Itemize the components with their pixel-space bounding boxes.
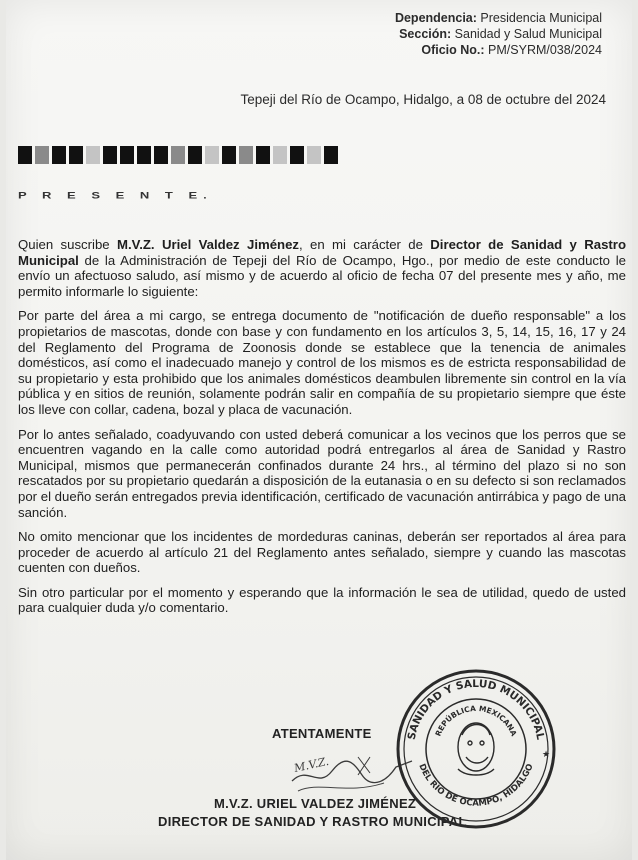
redaction-block xyxy=(137,146,151,164)
redaction-block xyxy=(324,146,338,164)
salutation: P R E S E N T E. xyxy=(18,190,213,201)
redaction-block xyxy=(18,146,32,164)
letter-body xyxy=(18,237,626,625)
paragraph-procedure: Por lo antes señalado, coadyuvando con usted deberá comunicar a los vecinos que los perros que se encuentren vagando en la calle como autoridad podrá entregarlos al área de Sanidad y Rastro Municipal, mismos que permanecerán confinados durante 24 hrs., al término del plazo si no son rescatados por su propietario quedarán a disposición de la eutanasia o en su defecto si son reclamados por el dueño serán entregados previa identificación, certificado de vacunación antirrábica y pago de una sanción. xyxy=(18,426,626,520)
dependencia-value: Presidencia Municipal xyxy=(480,11,602,25)
oficio-value: PM/SYRM/038/2024 xyxy=(488,43,602,57)
paragraph-bites: No omito mencionar que los incidentes de mordeduras caninas, deberán ser reportados al área para proceder de acuerdo al artículo 21 del Reglamento antes señalado, siempre y cuando las mascotas cuenten con dueños. xyxy=(18,529,626,576)
redaction-block xyxy=(69,146,83,164)
redaction-block xyxy=(256,146,270,164)
paragraph-intro xyxy=(18,237,626,299)
dependencia-line xyxy=(395,10,602,26)
signer-name: M.V.Z. URIEL VALDEZ JIMÉNEZ xyxy=(214,796,417,811)
document-page xyxy=(6,0,632,860)
intro-text-e: de la Administración de Tepeji del Río de Ocampo, Hgo., por medio de este conducto le envío un afectuoso saludo, así mismo y de acuerdo al oficio de fecha 07 del presente mes y año, me permito informarle lo siguiente: xyxy=(18,252,626,299)
seccion-label: Sección: xyxy=(399,27,452,41)
official-seal xyxy=(392,665,560,833)
paragraph-closing: Sin otro particular por el momento y esperando que la información le sea de utilidad, quedo de usted para cualquier duda y/o comentario. xyxy=(18,584,626,616)
redaction-block xyxy=(86,146,100,164)
redaction-block xyxy=(188,146,202,164)
seccion-line xyxy=(395,26,602,42)
redaction-block xyxy=(52,146,66,164)
signer-title: DIRECTOR DE SANIDAD Y RASTRO MUNICIPAL xyxy=(158,814,467,829)
seal-star-icon: ★ xyxy=(542,749,551,759)
seccion-value: Sanidad y Salud Municipal xyxy=(454,27,602,41)
intro-text-a: Quien suscribe xyxy=(18,237,117,252)
redaction-block xyxy=(171,146,185,164)
paragraph-regulation: Por parte del área a mi cargo, se entrega documento de "notificación de dueño responsable" a los propietarios de mascotas, donde con base y con fundamento en los artículos 3, 5, 14, 15, 16, 17 y 24 del Reglamento del Programa de Zoonosis donde se establece que la tenencia de animales domésticos, así como el inadecuado manejo y control de los mismos es de estricta responsabilidad de su propietario y esta prohibido que los animales domésticos deambulen libremente sin control en la vía pública y en sitios de reunión, solamente podrán salir en compañía de su propietario siempre que éste los lleve con collar, cadena, bozal y placa de vacunación. xyxy=(18,308,626,417)
redaction-block xyxy=(103,146,117,164)
redaction-block xyxy=(273,146,287,164)
redaction-block xyxy=(154,146,168,164)
signer-name-inline: M.V.Z. Uriel Valdez Jiménez xyxy=(116,237,300,252)
intro-text-c: , en mi carácter de xyxy=(299,237,431,252)
redaction-block xyxy=(307,146,321,164)
seal-emblem-icon xyxy=(458,723,494,775)
signature-initials: M.V.Z. xyxy=(292,754,331,775)
redaction-block xyxy=(205,146,219,164)
seal-outer-text: SANIDAD Y SALUD MUNICIPAL xyxy=(405,677,547,741)
redaction-block xyxy=(222,146,236,164)
redaction-block xyxy=(120,146,134,164)
oficio-line xyxy=(395,42,602,58)
redacted-recipient xyxy=(18,146,338,164)
closing-word: ATENTAMENTE xyxy=(272,726,372,741)
redaction-block xyxy=(290,146,304,164)
letterhead-info xyxy=(395,10,602,58)
oficio-label: Oficio No.: xyxy=(421,43,485,57)
signer-position-inline: Director de Sanidad y Rastro Municipal xyxy=(18,237,626,268)
date-line: Tepeji del Río de Ocampo, Hidalgo, a 08 de octubre del 2024 xyxy=(240,92,606,107)
seal-inner-text: REPÚBLICA MEXICANA xyxy=(433,703,519,738)
seal-bottom-text: DEL RÍO DE OCAMPO, HIDALGO xyxy=(416,762,536,809)
redaction-block xyxy=(239,146,253,164)
redaction-block xyxy=(35,146,49,164)
dependencia-label: Dependencia: xyxy=(394,11,477,25)
